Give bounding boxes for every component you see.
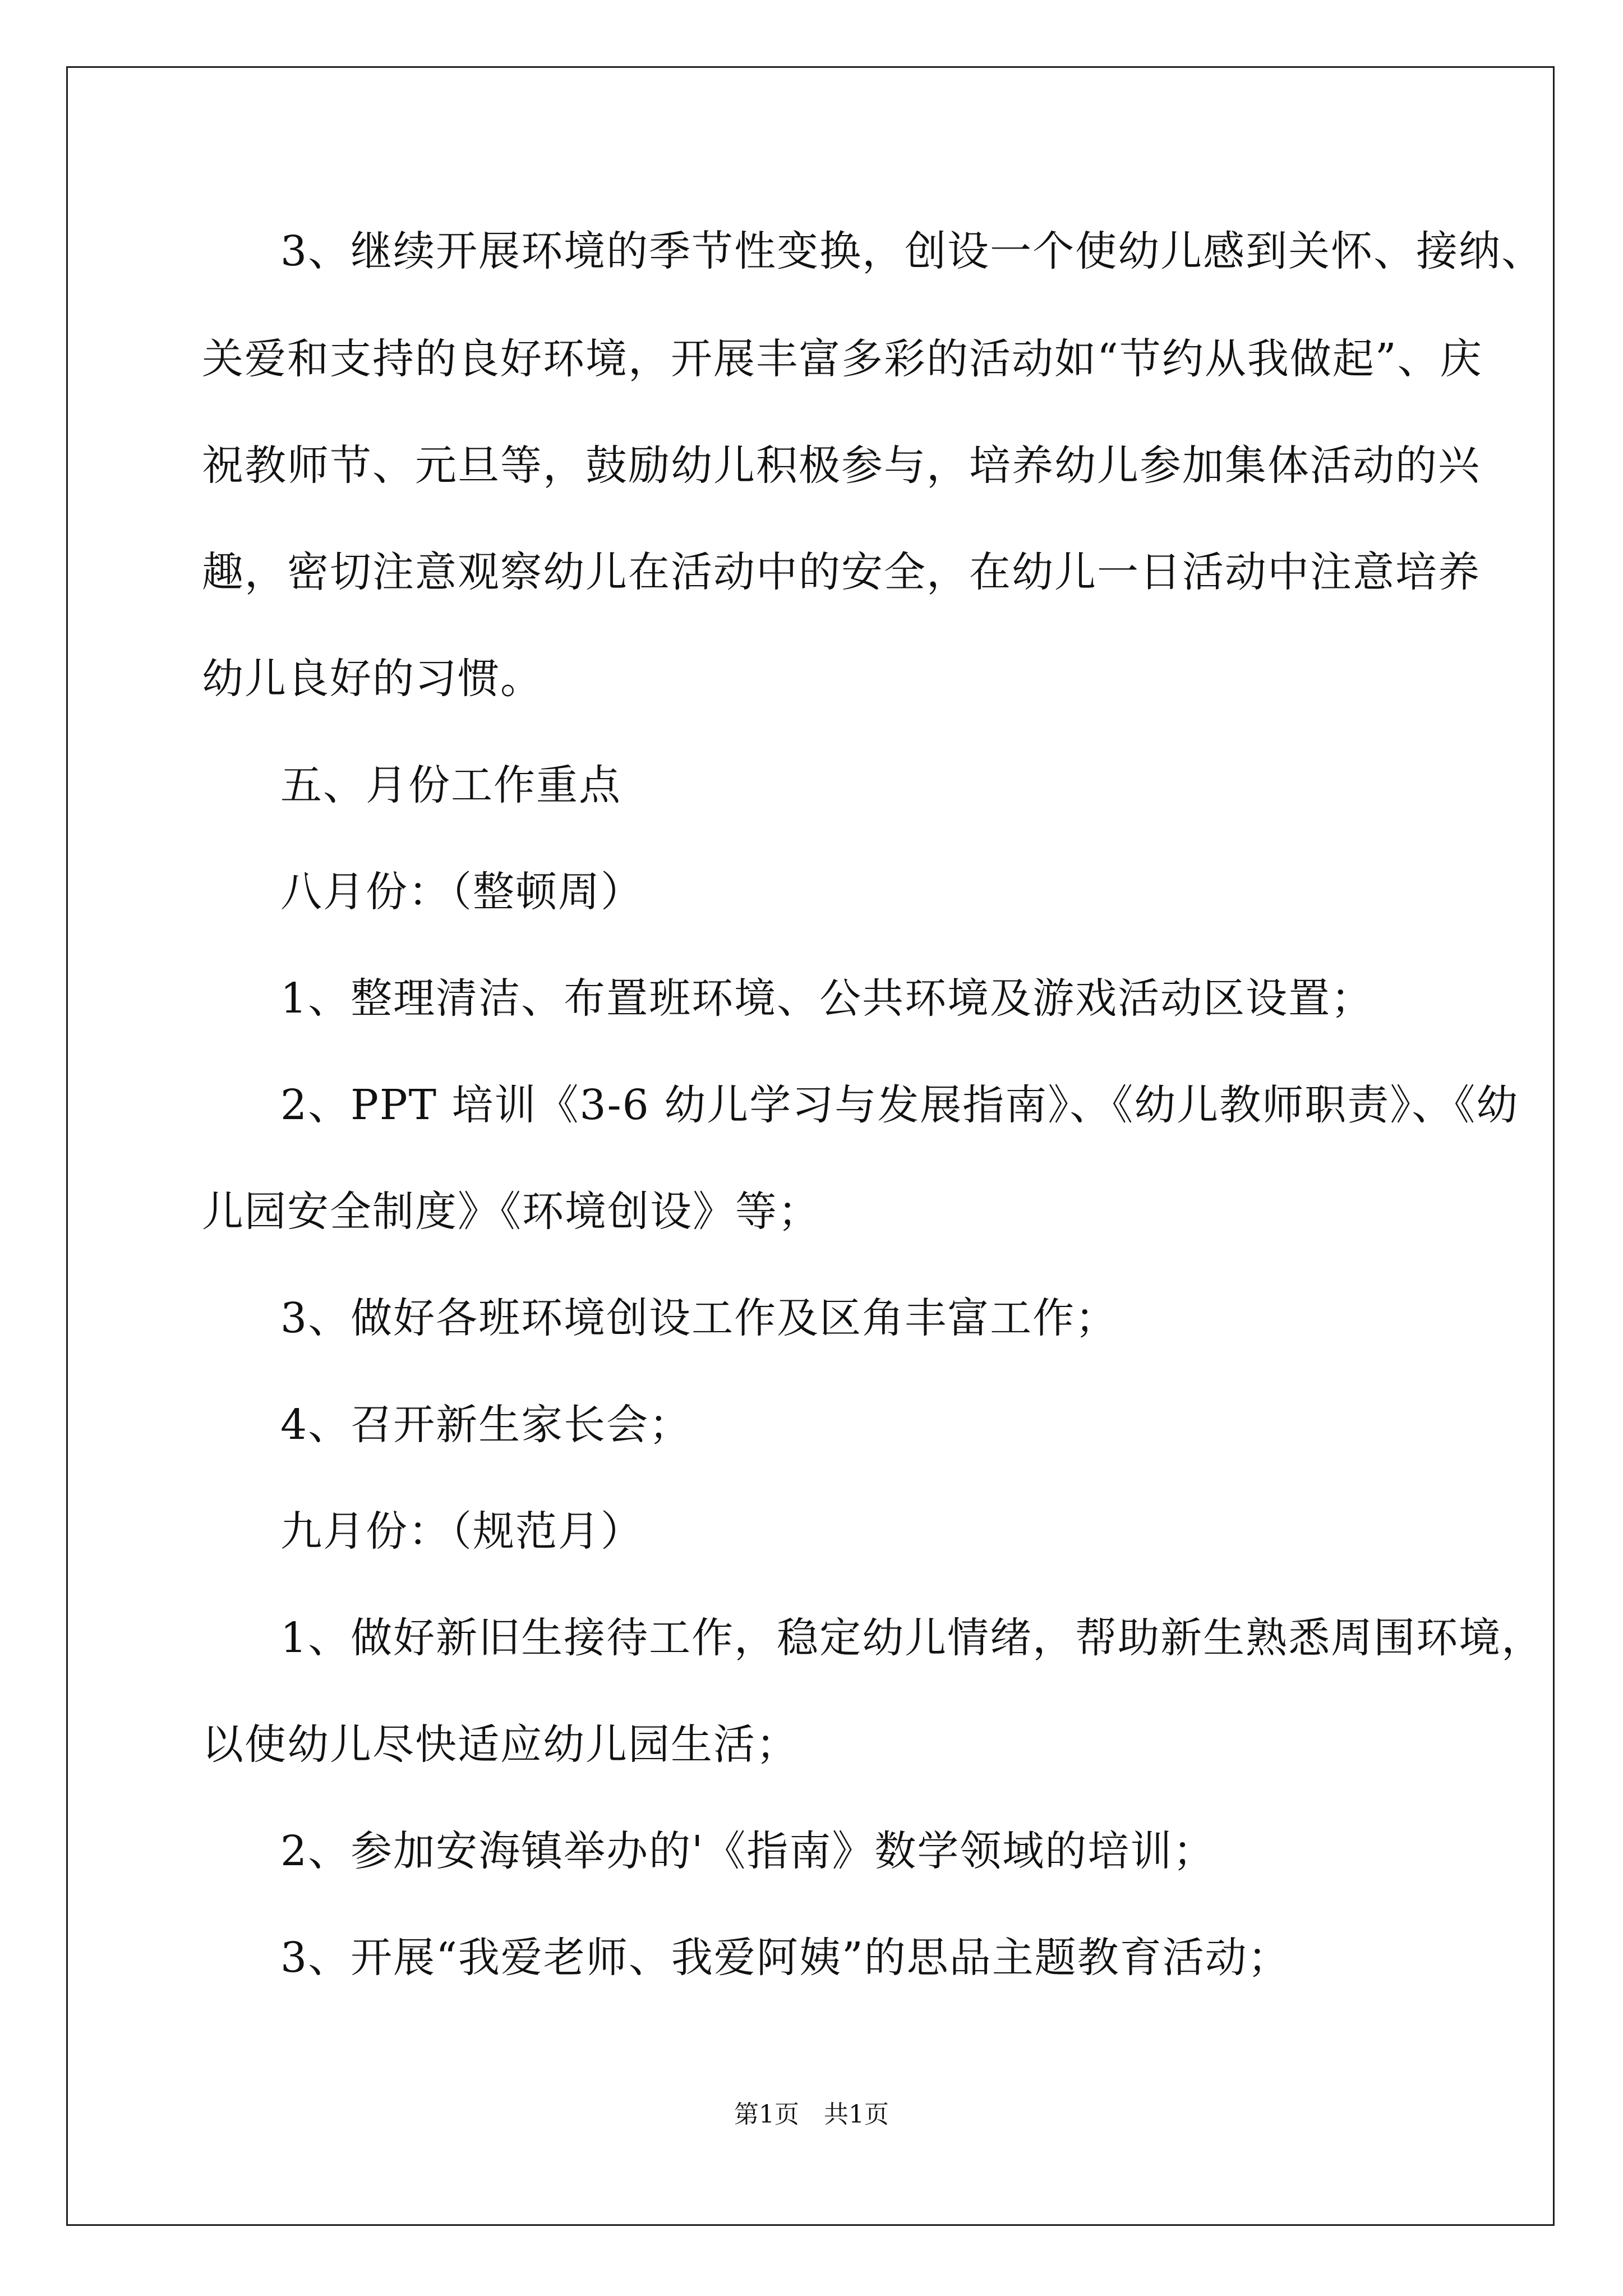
- paragraph-line: 幼儿良好的习惯。: [202, 655, 543, 703]
- paragraph-line: 趣，密切注意观察幼儿在活动中的安全，在幼儿一日活动中注意培养: [202, 548, 1481, 596]
- subheading-august: 八月份：（整顿周）: [280, 868, 643, 916]
- subheading-september: 九月份：（规范月）: [280, 1507, 643, 1556]
- page-border: [66, 66, 1555, 2226]
- paragraph-line: 儿园安全制度》《环境创设》等；: [202, 1188, 820, 1236]
- paragraph-line: 4、召开新生家长会；: [280, 1401, 692, 1449]
- paragraph-line: 以使幼儿尽快适应幼儿园生活；: [202, 1720, 799, 1769]
- paragraph-line: 3、做好各班环境创设工作及区角丰富工作；: [280, 1294, 1118, 1342]
- paragraph-line: 1、做好新旧生接待工作，稳定幼儿情绪，帮助新生熟悉周围环境，: [280, 1614, 1544, 1662]
- paragraph-line: 关爱和支持的良好环境，开展丰富多彩的活动如“节约从我做起”、庆: [202, 335, 1483, 383]
- paragraph-line: 2、参加安海镇举办的'《指南》数学领域的培训；: [280, 1827, 1216, 1875]
- paragraph-line: 3、开展“我爱老师、我爱阿姨”的思品主题教育活动；: [280, 1934, 1290, 1982]
- paragraph-line: 祝教师节、元旦等，鼓励幼儿积极参与，培养幼儿参加集体活动的兴: [202, 441, 1481, 490]
- section-heading: 五、月份工作重点: [280, 761, 621, 809]
- paragraph-line: 3、继续开展环境的季节性变换，创设一个使幼儿感到关怀、接纳、: [280, 227, 1544, 275]
- page-footer: 第1页 共1页: [734, 2100, 889, 2129]
- paragraph-line: 2、PPT 培训《3-6 幼儿学习与发展指南》、《幼儿教师职责》、《幼: [280, 1081, 1519, 1129]
- paragraph-line: 1、整理清洁、布置班环境、公共环境及游戏活动区设置；: [280, 974, 1374, 1023]
